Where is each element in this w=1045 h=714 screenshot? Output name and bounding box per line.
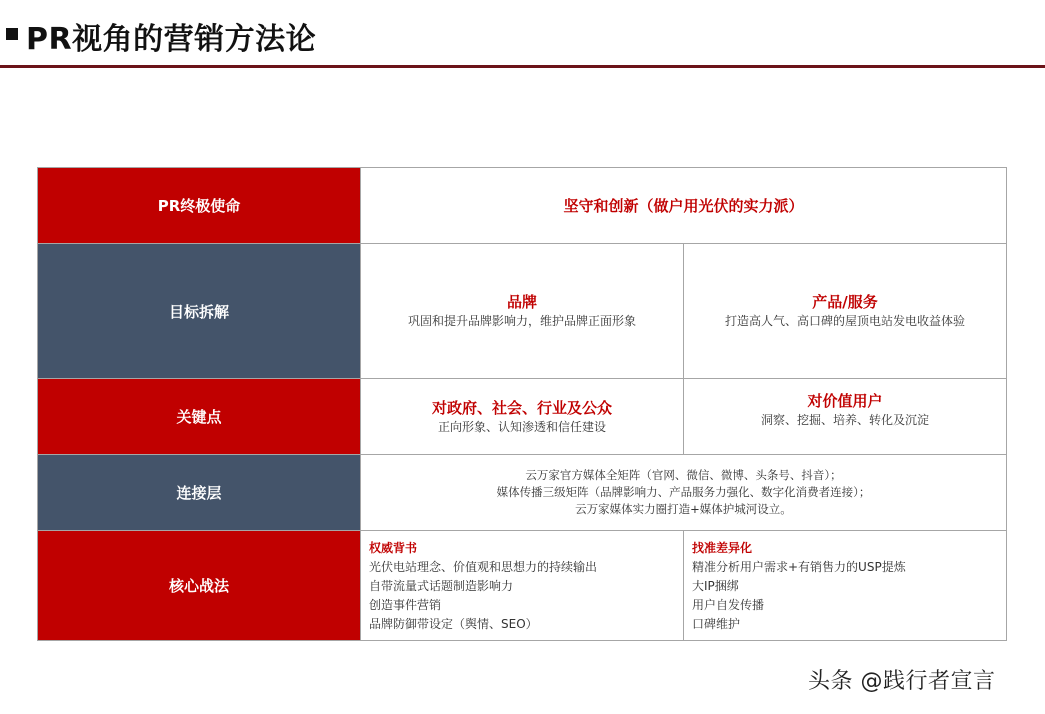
keypoint-public-desc: 正向形象、认知渗透和信任建设 [437, 419, 606, 434]
row-label-keypoints: 关键点 [38, 379, 361, 455]
goal-brand-title: 品牌 [506, 293, 537, 311]
goal-product-title: 产品/服务 [812, 293, 878, 311]
keypoint-public-title: 对政府、社会、行业及公众 [431, 398, 612, 417]
tactic-differentiation-title: 找准差异化 [692, 541, 753, 555]
connection-cell [361, 455, 1007, 531]
list-item: 自带流量式话题制造影响力 [369, 579, 514, 593]
goal-cell-brand [361, 244, 684, 379]
keypoint-users-desc: 洞察、挖掘、培养、转化及沉淀 [760, 412, 929, 427]
watermark-text: 头条 @践行者宣言 [808, 669, 996, 694]
list-item: 品牌防御带设定（舆情、SEO） [369, 617, 538, 631]
methodology-table [37, 167, 1007, 641]
list-item: 精准分析用户需求+有销售力的USP提炼 [692, 560, 906, 574]
goal-cell-product [684, 244, 1007, 379]
slide-title: PR视角的营销方法论 [26, 22, 317, 57]
row-label-mission: PR终极使命 [38, 168, 361, 244]
mission-cell [361, 168, 1007, 244]
list-item: 口碑维护 [692, 617, 741, 631]
keypoint-cell-public [361, 379, 684, 455]
table-row-connection [38, 455, 1007, 531]
table-row-tactics [38, 531, 1007, 641]
square-bullet-icon [6, 28, 18, 40]
keypoint-cell-users [684, 379, 1007, 455]
row-label-connection: 连接层 [38, 455, 361, 531]
tactic-authority-title: 权威背书 [369, 541, 418, 555]
table-row-goals [38, 244, 1007, 379]
connection-line: 媒体传播三级矩阵（品牌影响力、产品服务力强化、数字化消费者连接）； [496, 485, 871, 499]
connection-line: 云万家官方媒体全矩阵（官网、微信、微博、头条号、抖音）； [525, 468, 842, 482]
table-row-mission [38, 168, 1007, 244]
mission-text: 坚守和创新（做户用光伏的实力派） [563, 197, 804, 215]
tactic-cell-differentiation [684, 531, 1007, 641]
goal-brand-desc: 巩固和提升品牌影响力，维护品牌正面形象 [407, 314, 636, 328]
tactic-cell-authority [361, 531, 684, 641]
list-item: 创造事件营销 [369, 598, 442, 612]
table-row-keypoints [38, 379, 1007, 455]
list-item: 用户自发传播 [692, 598, 765, 612]
goal-product-desc: 打造高人气、高口碑的屋顶电站发电收益体验 [724, 314, 965, 328]
row-label-goals: 目标拆解 [38, 244, 361, 379]
list-item: 大IP捆绑 [692, 579, 739, 593]
header-divider [0, 65, 1045, 68]
connection-line: 云万家媒体实力圈打造+媒体护城河设立。 [575, 502, 792, 516]
row-label-tactics: 核心战法 [38, 531, 361, 641]
list-item: 光伏电站理念、价值观和思想力的持续输出 [369, 560, 598, 574]
keypoint-users-title: 对价值用户 [807, 391, 883, 410]
slide-header [0, 0, 1045, 68]
